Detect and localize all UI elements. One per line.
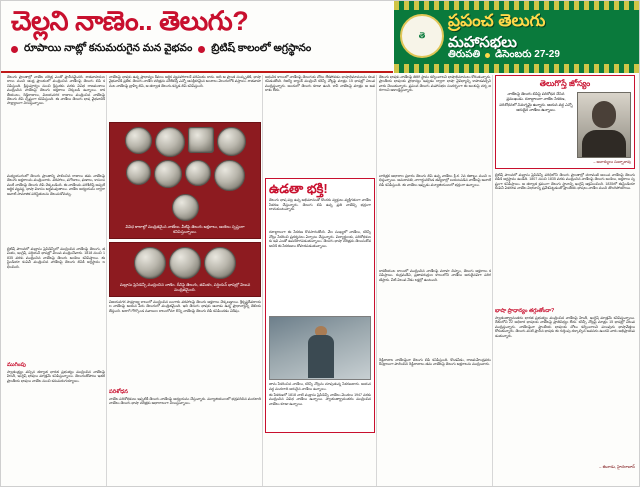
photo-caption: మద్రాసు ప్రెసిడెన్సీ ముద్రించిన నాణెం. దీనిపై తెలుగు, తమిళం, పర్షియన్ భాషల్లో విలువ ముద్రితమైంది. [119, 282, 251, 292]
article-signoff: – ఈనాడు, హైదరాబాద్ [599, 464, 635, 469]
paragraph: కాకతీయుల కాలంలో ముద్రించిన నాణేలపై వరాహ చిహ్నం, తెలుగు అక్షరాలు కనిపిస్తాయి. రుద్రమదేవి, ప్రతాపరుద్రుల కాలంలోని నాణేలు అరుదైనవిగా పరిగణిస్తారు. వీటి విలువ నేడు లక్షల్లో ఉంటుంది. [379, 269, 491, 282]
paragraph: విజయనగర సామ్రాజ్య కాలంలో ముద్రించిన బంగారు వరహాలపై తెలుగు అక్షరాలు చెక్కబడ్డాయి. శ్రీకృష్ణదేవరాయల నాణేలపై ఆయన పేరు తెలుగులో ముద్రితమైంది. ఇది తెలుగు భాషకు ఆనాడు ఉన్న ప్రాధాన్యాన్ని తెలియజేస్తుంది. అలాగే గోల్కొండ నవాబుల కాలంలోనూ కొన్ని నాణేలపై తెలుగు లిపి కనిపించడం విశేషం. [109, 300, 261, 313]
paragraph: తెలుగు భాషకు నాణేలపై తిరిగి స్థానం కల్పించాలని భాషాభిమానులు కోరుతున్నారు. ప్రాంతీయ భాషలకు ప్రాధాన్యం ఇవ్వడం ద్వారా భాషా వైవిధ్యాన్ని కాపాడవచ్చని వారు చెబుతున్నారు. ప్రపంచ తెలుగు మహాసభల సందర్భంగా ఈ అంశంపై చర్చ జరగాలని ఆకాంక్షిస్తున్నారు. [379, 75, 491, 93]
profile-title: తెలుగొస్తే జోస్యం [539, 79, 591, 88]
coin-image [188, 127, 214, 153]
masthead-headline-area [1, 1, 393, 73]
column-divider [376, 75, 377, 487]
profile-text: నాణేలపై తెలుగు లిపిపై పరిశోధన చేసిన ప్రముఖుడు. దశాబ్దాలుగా నాణేల సేకరణ, పరిశోధనలో నిమగ్నమై ఉన్నారు. ఆయన వద్ద ఎన్నో అరుదైన నాణేలు ఉన్నాయి. [499, 92, 573, 113]
coin-image [125, 127, 152, 154]
portrait-photo [577, 92, 631, 158]
coin-photo-panel-upper [109, 122, 261, 239]
event-logo-icon: తె [400, 14, 444, 58]
section-subhead: భాషా ప్రాధాన్యం తగ్గుతోందా? [495, 308, 555, 314]
subhead-2: బ్రిటిష్ కాలంలో అగ్రస్థానం [211, 42, 312, 55]
paragraph: దశాబ్దాలుగా ఈ సేకరణ కొనసాగుతోంది. వేల సంఖ్యలో నాణేలు, కరెన్సీ నోట్లు సేకరించి ప్రదర్శనలు ఏర్పాటు చేస్తున్నారు. విద్యార్థులకు, పరిశోధకులకు ఇవి ఎంతో ఉపయోగపడుతున్నాయి. తెలుగు భాషా చరిత్రను తెలుసుకోవడానికి ఈ సేకరణలు దోహదపడుతున్నాయి. [269, 230, 371, 248]
column-1 [7, 75, 105, 428]
dot-icon [485, 53, 490, 58]
portrait-face [592, 101, 617, 128]
paragraph: తెలుగు భాష పట్ల ఉన్న అభిమానంతో కొందరు వ్యక్తులు వ్యక్తిగతంగా నాణేల సేకరణ చేస్తున్నారు. తెలుగు లిపి ఉన్న ప్రతి నాణేన్ని భద్రంగా దాచుకుంటున్నారు. [269, 198, 371, 212]
photo-caption: వివిధ కాలాల్లో ముద్రితమైన నాణేలు. వీటిపై తెలుగు అక్షరాలు, అంకెలు స్పష్టంగా కనిపిస్తున్నాయి. [125, 224, 245, 234]
photo-caption: తాను సేకరించిన నాణేలు, కరెన్సీ నోట్లను చూపుతున్న సేకరణదారు. ఆయన వద్ద వందలాది అరుదైన నాణేలు ఉన్నాయి. [269, 382, 371, 391]
event-banner [393, 1, 640, 73]
paragraph: స్వాతంత్య్రానంతరం భారత ప్రభుత్వం ముద్రించిన నాణేలపై హిందీ, ఇంగ్లిష్ మాత్రమే కనిపిస్తున్నాయి. దేశంలోని 22 అధికార భాషలకు నాణేలపై ప్రాతినిధ్యం లేదు. కరెన్సీ నోట్లపై మాత్రం 15 భాషల్లో విలువ ముద్రిస్తున్నారు. నాణేలపైనా ప్రాంతీయ భాషలకు చోటు కల్పించాలని పలువురు భాషావేత్తలు కోరుతున్నారు. తెలుగు వంటి ప్రాచీన భాషకు ఈ గుర్తింపు దక్కాల్సిన అవసరం ఉందని వారు అభిప్రాయపడుతున్నారు. [495, 316, 635, 338]
coin-photo-panel-lower [109, 242, 261, 297]
column-divider [106, 75, 107, 487]
decorative-strip-top [394, 1, 640, 10]
paragraph: ఈ సేకరణలో 1818 నాటి మద్రాసు ప్రెసిడెన్సీ నాణేలు మొదలు 1947 వరకు ముద్రించిన వివిధ నాణేలు ఉన్నాయి. స్వాతంత్య్రానంతరం ముద్రించిన నాణేలు కూడా ఉన్నాయి. [269, 392, 371, 406]
event-dates: డిసెంబరు 27-29 [495, 49, 560, 60]
coin-image [217, 127, 246, 156]
paragraph: మధ్యయుగంలో తెలుగు ప్రాంతాన్ని పాలించిన రాజులు తమ నాణేలపై తెలుగు అక్షరాలను ముద్రించారు. వరహాలు, పగోడాలు, ఫణాలు, కాసులు వంటి నాణేలపై తెలుగు లిపి చెక్కబడింది. ఈ నాణేలను పరిశీలిస్తే అప్పటి ఆర్థిక వ్యవస్థ, భాషా వికాసం అర్థమవుతాయి. నాణేల అధ్యయనం ద్వారా ఆనాటి సామాజిక పరిస్థితులను తెలుసుకోవచ్చు. [7, 174, 105, 196]
masthead-subheads [11, 42, 385, 57]
profile-box [495, 75, 635, 169]
portrait-torso [582, 130, 626, 157]
feature-title: ఉడతా భక్తి! [269, 181, 328, 196]
section-subhead: ముగింపు [7, 362, 26, 368]
paragraph: బ్రిటిష్ పాలనలో మద్రాసు ప్రెసిడెన్సీలో ముద్రించిన నాణేలపై తెలుగు, తమిళం, ఇంగ్లిష్, పర్షియన్ భాషల్లో విలువ ముద్రించేవారు. 1818 నుంచి 1835 వరకు ముద్రించిన నాణేలపై తెలుగు అంకెలు కనిపిస్తాయి. ఈస్టిండియా కంపెనీ ముద్రించిన నాణేలపై తెలుగు లిపికి అగ్రస్థానం లభించింది. [7, 247, 105, 269]
subhead-1: రూపాయి నాట్లో కనుమరుగైన మన వైభవం [24, 42, 193, 55]
feature-box [265, 178, 375, 433]
paragraph: నాణేల పరిశోధకులు ఇప్పటికీ తెలుగు నాణేలపై అధ్యయనం చేస్తున్నారు. మ్యూజియంలలో భద్రపరిచిన వందలాది నాణేలు తెలుగు భాషా చరిత్రకు ఆధారాలుగా నిలుస్తున్నాయి. [109, 397, 261, 406]
paragraph: రెడ్డిరాజుల నాణేలపైనా తెలుగు లిపి కనిపిస్తుంది. కొండవీడు, రాజమహేంద్రవరం కేంద్రాలుగా పాలించిన రెడ్డిరాజులు తమ నాణేలపై తెలుగు అక్షరాలను ముద్రించారు. [379, 358, 491, 367]
photo-person [308, 335, 334, 378]
column-2 [109, 75, 261, 431]
bullet-icon [11, 46, 18, 53]
decorative-strip-bottom [394, 64, 640, 73]
coin-image [185, 160, 211, 186]
column-divider [262, 75, 263, 487]
coin-image [154, 160, 182, 188]
paragraph: స్వాతంత్ర్యం వచ్చిన తర్వాత భారత ప్రభుత్వం ముద్రించిన నాణేలపై హిందీ, ఇంగ్లిష్ భాషలు మాత్రమే కనిపిస్తున్నాయి. తెలుగుతోపాటు ఇతర ప్రాంతీయ భాషలు నాణేల నుంచి కనుమరుగయ్యాయి. [7, 370, 105, 383]
event-meta [448, 48, 560, 62]
coin-grid [114, 127, 256, 221]
paragraph: బ్రిటిష్ పాలనలో మద్రాసు ప్రెసిడెన్సీ పరిధిలోని తెలుగు ప్రాంతాల్లో చలామణి అయిన నాణేలపై తెలుగు లిపికి అగ్రస్థానం ఉండేది. 1807 నుంచి 1835 వరకు ముద్రించిన నాణేలపై తెలుగు అంకెలు, అక్షరాలు స్పష్టంగా కనిపిస్తాయి. ఆ తర్వాత క్రమంగా తెలుగు స్థానాన్ని ఇంగ్లిష్ ఆక్రమించింది. 1835లో ఈస్టిండియా కంపెనీ ఏకరూప నాణేల విధానాన్ని ప్రవేశపెట్టడంతో ప్రాంతీయ భాషలు నాణేల నుంచి తొలగిపోయాయి. [495, 173, 635, 191]
bullet-icon [198, 46, 205, 53]
coin-image [126, 160, 151, 185]
article-body [1, 75, 640, 487]
coin-image [214, 160, 245, 191]
coin-grid [114, 247, 256, 279]
paragraph: చారిత్రక ఆధారాల ప్రకారం తెలుగు లిపి ఉన్న నాణేలు క్రీ.శ. 2వ శతాబ్దం నుంచి లభిస్తున్నాయి. అమరావతి, నాగార్జునకొండ తవ్వకాల్లో బయటపడిన నాణేలపై ఆనాటి లిపి కనిపిస్తుంది. ఈ నాణేలు ఇప్పుడు మ్యూజియంలలో భద్రంగా ఉన్నాయి. [379, 174, 491, 187]
column-4 [379, 75, 491, 448]
column-3 [265, 75, 375, 433]
column-5 [495, 75, 635, 470]
column-divider [492, 75, 493, 487]
section-subhead: పరిశోధన [109, 389, 128, 395]
coin-image [155, 127, 185, 157]
coin-image [204, 247, 236, 279]
coin-image [169, 247, 201, 279]
profile-byline: – ఆచార్యులు సుబ్బారావు [593, 160, 631, 164]
profile-content [499, 92, 631, 158]
coin-image [172, 194, 199, 221]
event-title: ప్రపంచ తెలుగు [448, 11, 546, 30]
paragraph: నాణేలపై భాషకు ఉన్న ప్రాధాన్యం కేవలం ఆర్థిక వ్యవహారాలకే పరిమితం కాదు. అది ఆ ప్రాంత సంస్కృతికి, భాషా వైభవానికి ప్రతీక. తెలుగు నాణేల చరిత్రను పరిశీలిస్తే ఎన్నో ఆసక్తికరమైన అంశాలు వెలుగులోకి వస్తాయి. శాతవాహనుల నాణేలపై బ్రాహ్మీ లిపి, ఆ తర్వాత తెలుగు-కన్నడ లిపి కనిపిస్తుంది. [109, 75, 261, 88]
paragraph: తెలుగు ప్రాంతాల్లో నాణేల చరిత్ర ఎంతో ప్రాచీనమైనది. శాతవాహనుల కాలం నుంచి ఆంధ్ర ప్రాంతంలో ముద్రించిన నాణేలపై తెలుగు లిపి కనిపిస్తుంది. క్రీస్తుపూర్వం నుంచి క్రీస్తుశకం వరకు వివిధ రాజవంశాలు ముద్రించిన నాణేలపై తెలుగు అక్షరాలు చెక్కబడి ఉన్నాయి. కాకతీయులు, రెడ్డిరాజులు, విజయనగర రాజులు ముద్రించిన నాణేలపై తెలుగు లిపి స్పష్టంగా కనిపిస్తుంది. ఈ నాణేలు తెలుగు భాష వైభవానికి సాక్ష్యాలుగా నిలుస్తున్నాయి. [7, 75, 105, 106]
page-title: చెల్లని నాణెం.. తెలుగు? [11, 6, 249, 36]
coin-image [134, 247, 166, 279]
event-place: తిరుపతి [448, 49, 481, 60]
collector-photo [269, 316, 371, 380]
event-subtitle: మహాసభలు [448, 34, 517, 51]
paragraph: ఆధునిక కాలంలో నాణేలపై తెలుగుకు చోటు లేకపోవడం భాషాభిమానులను కలవరపెడుతోంది. రిజర్వ్ బ్యాంక్ ముద్రించే కరెన్సీ నోట్లపై మాత్రం 15 భాషల్లో విలువ ముద్రిస్తున్నారు. అందులో తెలుగు కూడా ఉంది. కానీ నాణేలపై మాత్రం ఆ అవకాశం లేదు. [265, 75, 375, 93]
masthead [1, 1, 640, 73]
